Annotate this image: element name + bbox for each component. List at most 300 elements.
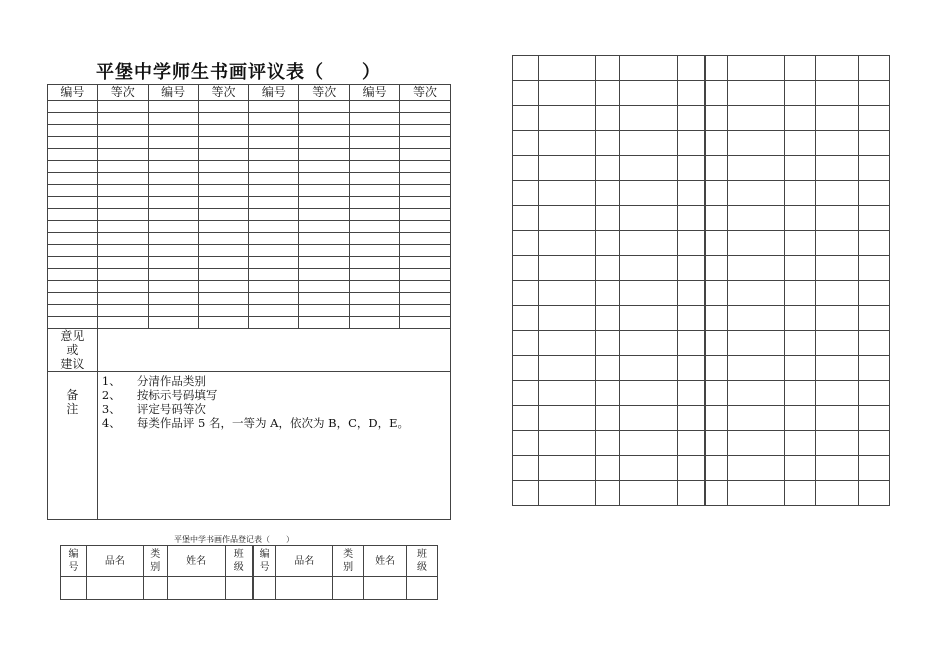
grid-cell[interactable] (513, 331, 539, 356)
number-cell[interactable] (148, 245, 198, 257)
grid-cell[interactable] (619, 406, 677, 431)
grade-cell[interactable] (400, 233, 451, 245)
grid-cell[interactable] (677, 481, 705, 506)
grid-cell[interactable] (859, 231, 890, 256)
grid-cell[interactable] (677, 106, 705, 131)
grid-cell[interactable] (785, 281, 816, 306)
grade-cell[interactable] (198, 233, 249, 245)
grid-cell[interactable] (785, 381, 816, 406)
grade-cell[interactable] (198, 281, 249, 293)
grid-cell[interactable] (619, 181, 677, 206)
grade-cell[interactable] (198, 245, 249, 257)
grid-cell[interactable] (595, 306, 619, 331)
number-cell[interactable] (48, 293, 98, 305)
number-cell[interactable] (48, 149, 98, 161)
grid-cell[interactable] (728, 281, 785, 306)
grade-cell[interactable] (299, 245, 350, 257)
number-cell[interactable] (350, 233, 400, 245)
grid-cell[interactable] (538, 106, 595, 131)
grade-cell[interactable] (400, 161, 451, 173)
grid-cell[interactable] (785, 131, 816, 156)
grid-cell[interactable] (859, 306, 890, 331)
grid-cell[interactable] (538, 181, 595, 206)
grid-cell[interactable] (785, 231, 816, 256)
grade-cell[interactable] (198, 161, 249, 173)
grade-cell[interactable] (97, 281, 148, 293)
grade-cell[interactable] (198, 101, 249, 113)
grid-cell[interactable] (859, 456, 890, 481)
grid-cell[interactable] (513, 356, 539, 381)
grid-cell[interactable] (538, 406, 595, 431)
number-cell[interactable] (249, 209, 299, 221)
grid-cell[interactable] (538, 206, 595, 231)
number-cell[interactable] (350, 101, 400, 113)
grid-cell[interactable] (705, 456, 728, 481)
grid-cell[interactable] (859, 431, 890, 456)
number-cell[interactable] (350, 185, 400, 197)
number-cell[interactable] (350, 269, 400, 281)
grade-cell[interactable] (97, 173, 148, 185)
grid-cell[interactable] (513, 281, 539, 306)
grid-cell[interactable] (728, 431, 785, 456)
grid-cell[interactable] (705, 356, 728, 381)
grade-cell[interactable] (400, 101, 451, 113)
number-cell[interactable] (249, 149, 299, 161)
grid-cell[interactable] (619, 206, 677, 231)
grade-cell[interactable] (97, 269, 148, 281)
number-cell[interactable] (350, 113, 400, 125)
grid-cell[interactable] (595, 131, 619, 156)
number-cell[interactable] (48, 233, 98, 245)
grid-cell[interactable] (595, 156, 619, 181)
number-cell[interactable] (249, 125, 299, 137)
grade-cell[interactable] (400, 317, 451, 329)
grid-cell[interactable] (538, 356, 595, 381)
grid-cell[interactable] (538, 456, 595, 481)
grade-cell[interactable] (97, 293, 148, 305)
register-cell[interactable] (225, 577, 253, 600)
grade-cell[interactable] (97, 209, 148, 221)
grade-cell[interactable] (400, 293, 451, 305)
grid-cell[interactable] (513, 231, 539, 256)
grid-cell[interactable] (538, 81, 595, 106)
grid-cell[interactable] (859, 181, 890, 206)
number-cell[interactable] (350, 305, 400, 317)
number-cell[interactable] (48, 281, 98, 293)
grid-cell[interactable] (728, 206, 785, 231)
grid-cell[interactable] (728, 131, 785, 156)
grid-cell[interactable] (619, 331, 677, 356)
grid-cell[interactable] (677, 381, 705, 406)
grade-cell[interactable] (299, 101, 350, 113)
grid-cell[interactable] (816, 431, 859, 456)
grade-cell[interactable] (299, 149, 350, 161)
grid-cell[interactable] (859, 256, 890, 281)
grade-cell[interactable] (299, 305, 350, 317)
number-cell[interactable] (48, 125, 98, 137)
grade-cell[interactable] (299, 173, 350, 185)
grid-cell[interactable] (728, 306, 785, 331)
number-cell[interactable] (350, 281, 400, 293)
grade-cell[interactable] (400, 185, 451, 197)
grid-cell[interactable] (816, 256, 859, 281)
grid-cell[interactable] (859, 331, 890, 356)
grade-cell[interactable] (97, 317, 148, 329)
grade-cell[interactable] (97, 233, 148, 245)
number-cell[interactable] (249, 173, 299, 185)
number-cell[interactable] (148, 269, 198, 281)
grid-cell[interactable] (619, 306, 677, 331)
grade-cell[interactable] (97, 197, 148, 209)
grid-cell[interactable] (513, 406, 539, 431)
grid-cell[interactable] (705, 431, 728, 456)
grid-cell[interactable] (619, 56, 677, 81)
grade-cell[interactable] (198, 149, 249, 161)
grade-cell[interactable] (97, 245, 148, 257)
grid-cell[interactable] (677, 431, 705, 456)
grade-cell[interactable] (198, 209, 249, 221)
number-cell[interactable] (249, 233, 299, 245)
grid-cell[interactable] (677, 306, 705, 331)
grid-cell[interactable] (859, 131, 890, 156)
number-cell[interactable] (48, 317, 98, 329)
grid-cell[interactable] (785, 406, 816, 431)
register-cell[interactable] (143, 577, 167, 600)
grid-cell[interactable] (538, 281, 595, 306)
grid-cell[interactable] (538, 306, 595, 331)
number-cell[interactable] (48, 137, 98, 149)
number-cell[interactable] (148, 293, 198, 305)
grid-cell[interactable] (705, 56, 728, 81)
number-cell[interactable] (48, 185, 98, 197)
grid-cell[interactable] (728, 181, 785, 206)
grid-cell[interactable] (705, 381, 728, 406)
grade-cell[interactable] (198, 269, 249, 281)
register-cell[interactable] (167, 577, 225, 600)
number-cell[interactable] (249, 113, 299, 125)
grid-cell[interactable] (677, 156, 705, 181)
grade-cell[interactable] (198, 317, 249, 329)
number-cell[interactable] (148, 173, 198, 185)
grade-cell[interactable] (299, 209, 350, 221)
grid-cell[interactable] (728, 456, 785, 481)
grid-cell[interactable] (595, 231, 619, 256)
grade-cell[interactable] (400, 149, 451, 161)
grid-cell[interactable] (513, 156, 539, 181)
grid-cell[interactable] (728, 56, 785, 81)
grid-cell[interactable] (705, 206, 728, 231)
number-cell[interactable] (148, 125, 198, 137)
grid-cell[interactable] (595, 256, 619, 281)
grid-cell[interactable] (677, 131, 705, 156)
grid-cell[interactable] (513, 131, 539, 156)
grade-cell[interactable] (198, 185, 249, 197)
grade-cell[interactable] (299, 161, 350, 173)
grid-cell[interactable] (513, 431, 539, 456)
number-cell[interactable] (350, 161, 400, 173)
grade-cell[interactable] (400, 305, 451, 317)
grid-cell[interactable] (785, 181, 816, 206)
grade-cell[interactable] (299, 317, 350, 329)
grade-cell[interactable] (198, 173, 249, 185)
grid-cell[interactable] (859, 81, 890, 106)
grid-cell[interactable] (513, 106, 539, 131)
number-cell[interactable] (148, 257, 198, 269)
grid-cell[interactable] (816, 381, 859, 406)
number-cell[interactable] (249, 281, 299, 293)
number-cell[interactable] (148, 281, 198, 293)
grid-cell[interactable] (728, 481, 785, 506)
number-cell[interactable] (249, 317, 299, 329)
grade-cell[interactable] (97, 137, 148, 149)
grid-cell[interactable] (859, 281, 890, 306)
grid-cell[interactable] (619, 156, 677, 181)
grade-cell[interactable] (97, 305, 148, 317)
grid-cell[interactable] (816, 56, 859, 81)
grid-cell[interactable] (728, 256, 785, 281)
number-cell[interactable] (350, 197, 400, 209)
grid-cell[interactable] (513, 256, 539, 281)
grid-cell[interactable] (728, 406, 785, 431)
grid-cell[interactable] (677, 206, 705, 231)
grade-cell[interactable] (97, 101, 148, 113)
number-cell[interactable] (249, 245, 299, 257)
number-cell[interactable] (148, 101, 198, 113)
grade-cell[interactable] (198, 257, 249, 269)
grid-cell[interactable] (859, 156, 890, 181)
number-cell[interactable] (350, 245, 400, 257)
grid-cell[interactable] (816, 281, 859, 306)
register-cell[interactable] (253, 577, 276, 600)
grid-cell[interactable] (705, 231, 728, 256)
register-cell[interactable] (364, 577, 407, 600)
grade-cell[interactable] (299, 293, 350, 305)
grade-cell[interactable] (400, 269, 451, 281)
grid-cell[interactable] (785, 356, 816, 381)
grid-cell[interactable] (859, 481, 890, 506)
number-cell[interactable] (249, 137, 299, 149)
grade-cell[interactable] (299, 221, 350, 233)
number-cell[interactable] (350, 209, 400, 221)
grid-cell[interactable] (816, 106, 859, 131)
number-cell[interactable] (249, 257, 299, 269)
grid-cell[interactable] (728, 156, 785, 181)
grade-cell[interactable] (400, 173, 451, 185)
grid-cell[interactable] (538, 231, 595, 256)
register-cell[interactable] (333, 577, 364, 600)
grid-cell[interactable] (538, 431, 595, 456)
grade-cell[interactable] (97, 161, 148, 173)
grid-cell[interactable] (677, 56, 705, 81)
grid-cell[interactable] (785, 56, 816, 81)
grade-cell[interactable] (400, 221, 451, 233)
number-cell[interactable] (148, 197, 198, 209)
grid-cell[interactable] (816, 231, 859, 256)
grid-cell[interactable] (728, 381, 785, 406)
register-cell[interactable] (276, 577, 333, 600)
grade-cell[interactable] (299, 269, 350, 281)
grid-cell[interactable] (595, 181, 619, 206)
grade-cell[interactable] (97, 221, 148, 233)
grade-cell[interactable] (400, 197, 451, 209)
grade-cell[interactable] (400, 113, 451, 125)
grid-cell[interactable] (677, 181, 705, 206)
grid-cell[interactable] (816, 481, 859, 506)
grid-cell[interactable] (859, 206, 890, 231)
grid-cell[interactable] (816, 306, 859, 331)
number-cell[interactable] (350, 221, 400, 233)
grid-cell[interactable] (859, 406, 890, 431)
grid-cell[interactable] (619, 381, 677, 406)
grid-cell[interactable] (816, 131, 859, 156)
number-cell[interactable] (148, 317, 198, 329)
grade-cell[interactable] (198, 293, 249, 305)
number-cell[interactable] (350, 293, 400, 305)
grid-cell[interactable] (595, 56, 619, 81)
number-cell[interactable] (350, 137, 400, 149)
grade-cell[interactable] (400, 209, 451, 221)
grid-cell[interactable] (785, 481, 816, 506)
grid-cell[interactable] (705, 181, 728, 206)
grade-cell[interactable] (198, 305, 249, 317)
grid-cell[interactable] (538, 381, 595, 406)
number-cell[interactable] (148, 185, 198, 197)
number-cell[interactable] (148, 209, 198, 221)
grid-cell[interactable] (785, 81, 816, 106)
grid-cell[interactable] (785, 156, 816, 181)
grade-cell[interactable] (299, 281, 350, 293)
grade-cell[interactable] (97, 113, 148, 125)
grid-cell[interactable] (728, 106, 785, 131)
grade-cell[interactable] (198, 197, 249, 209)
number-cell[interactable] (148, 161, 198, 173)
grid-cell[interactable] (595, 106, 619, 131)
number-cell[interactable] (249, 305, 299, 317)
grid-cell[interactable] (619, 456, 677, 481)
grid-cell[interactable] (785, 206, 816, 231)
grid-cell[interactable] (538, 256, 595, 281)
grid-cell[interactable] (785, 106, 816, 131)
grade-cell[interactable] (299, 113, 350, 125)
grid-cell[interactable] (677, 456, 705, 481)
grade-cell[interactable] (97, 185, 148, 197)
number-cell[interactable] (48, 209, 98, 221)
grid-cell[interactable] (705, 281, 728, 306)
number-cell[interactable] (148, 137, 198, 149)
grid-cell[interactable] (513, 56, 539, 81)
grid-cell[interactable] (859, 356, 890, 381)
grid-cell[interactable] (785, 456, 816, 481)
grade-cell[interactable] (299, 185, 350, 197)
grid-cell[interactable] (728, 231, 785, 256)
grid-cell[interactable] (677, 281, 705, 306)
suggestion-field[interactable] (97, 329, 450, 372)
grid-cell[interactable] (859, 381, 890, 406)
grade-cell[interactable] (198, 137, 249, 149)
grid-cell[interactable] (538, 56, 595, 81)
number-cell[interactable] (48, 221, 98, 233)
number-cell[interactable] (148, 305, 198, 317)
grade-cell[interactable] (400, 245, 451, 257)
number-cell[interactable] (249, 293, 299, 305)
grid-cell[interactable] (677, 406, 705, 431)
number-cell[interactable] (249, 101, 299, 113)
number-cell[interactable] (48, 113, 98, 125)
grade-cell[interactable] (299, 233, 350, 245)
grid-cell[interactable] (513, 181, 539, 206)
grade-cell[interactable] (97, 125, 148, 137)
grid-cell[interactable] (513, 81, 539, 106)
grade-cell[interactable] (299, 197, 350, 209)
number-cell[interactable] (48, 257, 98, 269)
number-cell[interactable] (148, 113, 198, 125)
grid-cell[interactable] (619, 256, 677, 281)
number-cell[interactable] (350, 317, 400, 329)
number-cell[interactable] (48, 173, 98, 185)
grid-cell[interactable] (705, 406, 728, 431)
number-cell[interactable] (249, 221, 299, 233)
grade-cell[interactable] (299, 137, 350, 149)
grid-cell[interactable] (816, 81, 859, 106)
grid-cell[interactable] (816, 181, 859, 206)
grid-cell[interactable] (816, 456, 859, 481)
grid-cell[interactable] (859, 56, 890, 81)
grid-cell[interactable] (595, 381, 619, 406)
grade-cell[interactable] (299, 125, 350, 137)
grid-cell[interactable] (677, 256, 705, 281)
grid-cell[interactable] (705, 256, 728, 281)
grid-cell[interactable] (677, 356, 705, 381)
number-cell[interactable] (148, 221, 198, 233)
grid-cell[interactable] (619, 356, 677, 381)
number-cell[interactable] (249, 161, 299, 173)
grid-cell[interactable] (705, 106, 728, 131)
grid-cell[interactable] (705, 131, 728, 156)
grid-cell[interactable] (619, 481, 677, 506)
grid-cell[interactable] (538, 156, 595, 181)
grid-cell[interactable] (513, 381, 539, 406)
grid-cell[interactable] (619, 231, 677, 256)
grid-cell[interactable] (677, 231, 705, 256)
grid-cell[interactable] (595, 356, 619, 381)
grid-cell[interactable] (705, 81, 728, 106)
grid-cell[interactable] (785, 331, 816, 356)
grid-cell[interactable] (705, 306, 728, 331)
grid-cell[interactable] (538, 481, 595, 506)
number-cell[interactable] (148, 149, 198, 161)
number-cell[interactable] (48, 101, 98, 113)
grade-cell[interactable] (400, 137, 451, 149)
grade-cell[interactable] (400, 281, 451, 293)
register-cell[interactable] (407, 577, 438, 600)
grid-cell[interactable] (619, 431, 677, 456)
number-cell[interactable] (48, 305, 98, 317)
grid-cell[interactable] (595, 206, 619, 231)
number-cell[interactable] (48, 161, 98, 173)
grid-cell[interactable] (513, 206, 539, 231)
grid-cell[interactable] (859, 106, 890, 131)
grade-cell[interactable] (198, 125, 249, 137)
grade-cell[interactable] (97, 149, 148, 161)
grid-cell[interactable] (728, 331, 785, 356)
number-cell[interactable] (48, 245, 98, 257)
grid-cell[interactable] (595, 81, 619, 106)
grid-cell[interactable] (619, 81, 677, 106)
grid-cell[interactable] (595, 281, 619, 306)
register-cell[interactable] (61, 577, 87, 600)
register-cell[interactable] (86, 577, 143, 600)
grid-cell[interactable] (595, 406, 619, 431)
